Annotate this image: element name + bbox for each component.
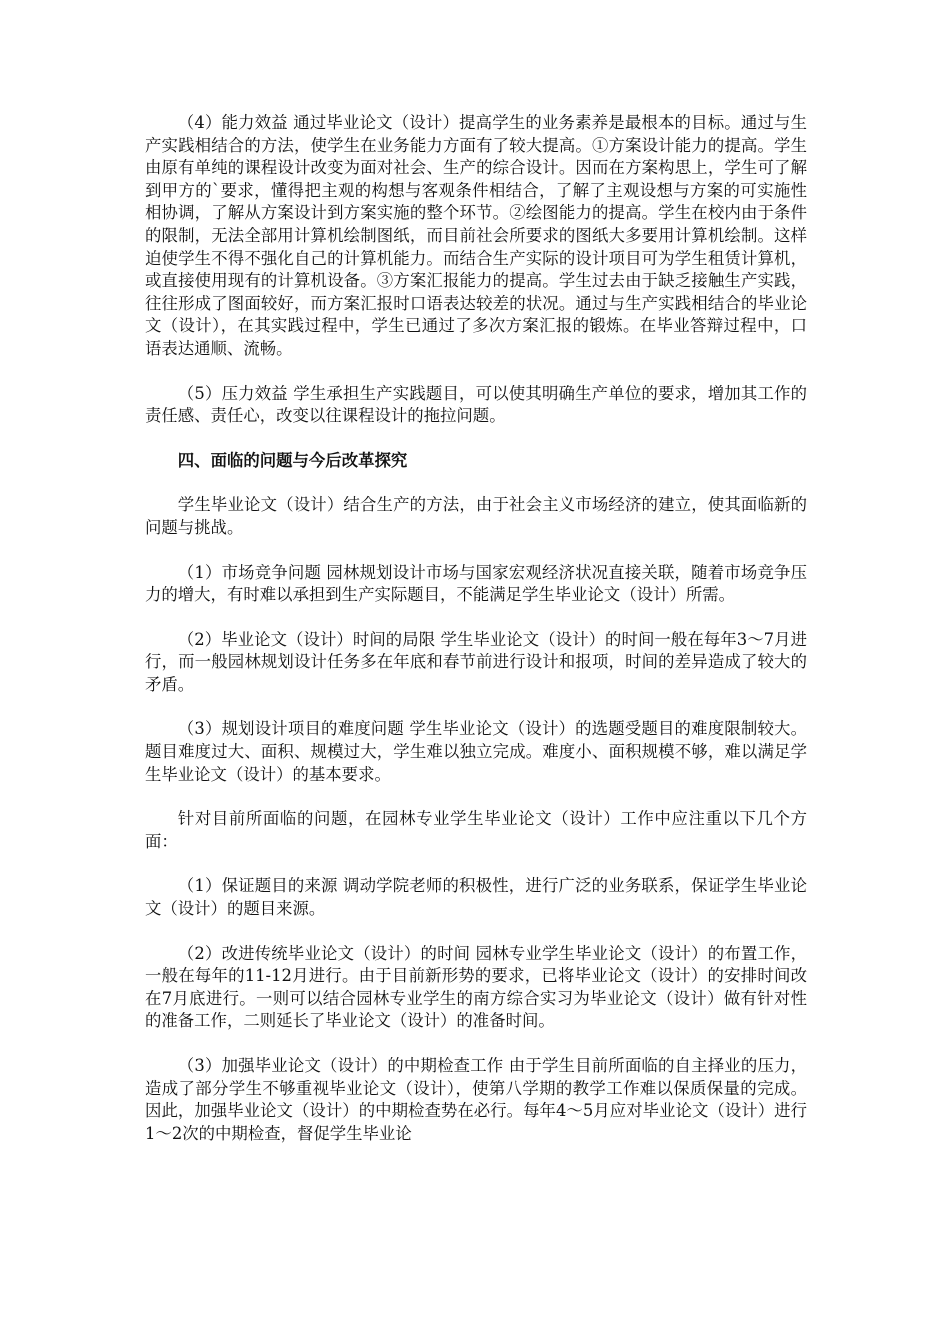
paragraph-ability-benefit: （4）能力效益 通过毕业论文（设计）提高学生的业务素养是最根本的目标。通过与生产实践相结合的方法，使学生在业务能力方面有了较大提高。①方案设计能力的提高。学生由原有单纯的课程设计改变为面对社会、生产的综合设计。因而在方案构思上，学生可了解到甲方的`要求，懂得把主观的构想与客观条件相结合，了解了主观设想与方案的可实施性相协调，了解从方案设计到方案实施的整个环节。②绘图能力的提高。学生在校内由于条件的限制，无法全部用计算机绘制图纸，而目前社会所要求的图纸大多要用计算机绘制。这样迫使学生不得不强化自己的计算机能力。而结合生产实际的设计项目可为学生租赁计算机，或直接使用现有的计算机设备。③方案汇报能力的提高。学生过去由于缺乏接触生产实践，往往形成了图面较好，而方案汇报时口语表达较差的状况。通过与生产实践相结合的毕业论文（设计），在其实践过程中，学生已通过了多次方案汇报的锻炼。在毕业答辩过程中，口语表达通顺、流畅。: [145, 113, 807, 358]
paragraph-topic-source: （1）保证题目的来源 调动学院老师的积极性，进行广泛的业务联系，保证学生毕业论文（设计）的题目来源。: [145, 876, 807, 919]
paragraph-midterm-check: （3）加强毕业论文（设计）的中期检查工作 由于学生目前所面临的自主择业的压力，造成了部分学生不够重视毕业论文（设计），使第八学期的教学工作难以保质保量的完成。因此，加强毕业论文（设计）的中期检查势在必行。每年4～5月应对毕业论文（设计）进行1～2次的中期检查，督促学生毕业论: [145, 1056, 807, 1143]
document-page: [145, 112, 807, 1167]
section-heading: 四、面临的问题与今后改革探究: [177, 450, 408, 470]
paragraph-improve-schedule: （2）改进传统毕业论文（设计）的时间 园林专业学生毕业论文（设计）的布置工作，一般在每年的11-12月进行。由于目前新形势的要求，已将毕业论文（设计）的安排时间改在7月底进行。一则可以结合园林专业学生的南方综合实习为毕业论文（设计）做有针对性的准备工作，二则延长了毕业论文（设计）的准备时间。: [145, 943, 807, 1031]
paragraph-measures-intro: 针对目前所面临的问题，在园林专业学生毕业论文（设计）工作中应注重以下几个方面：: [145, 809, 807, 851]
paragraph-time-limit: （2）毕业论文（设计）时间的局限 学生毕业论文（设计）的时间一般在每年3～7月进行，而一般园林规划设计任务多在年底和春节前进行设计和报项，时间的差异造成了较大的矛盾。: [145, 629, 807, 694]
paragraph-pressure-benefit: （5）压力效益 学生承担生产实践题目，可以使其明确生产单位的要求，增加其工作的责任感、责任心，改变以往课程设计的拖拉问题。: [145, 383, 807, 426]
paragraph-market-competition: （1）市场竞争问题 园林规划设计市场与国家宏观经济状况直接关联，随着市场竞争压力的增大，有时难以承担到生产实际题目，不能满足学生毕业论文（设计）所需。: [145, 562, 807, 605]
paragraph-intro-challenges: 学生毕业论文（设计）结合生产的方法，由于社会主义市场经济的建立，使其面临新的问题与挑战。: [145, 495, 807, 537]
paragraph-difficulty: （3）规划设计项目的难度问题 学生毕业论文（设计）的选题受题目的难度限制较大。题目难度过大、面积、规模过大，学生难以独立完成。难度小、面积规模不够，难以满足学生毕业论文（设计）的基本要求。: [145, 719, 807, 784]
